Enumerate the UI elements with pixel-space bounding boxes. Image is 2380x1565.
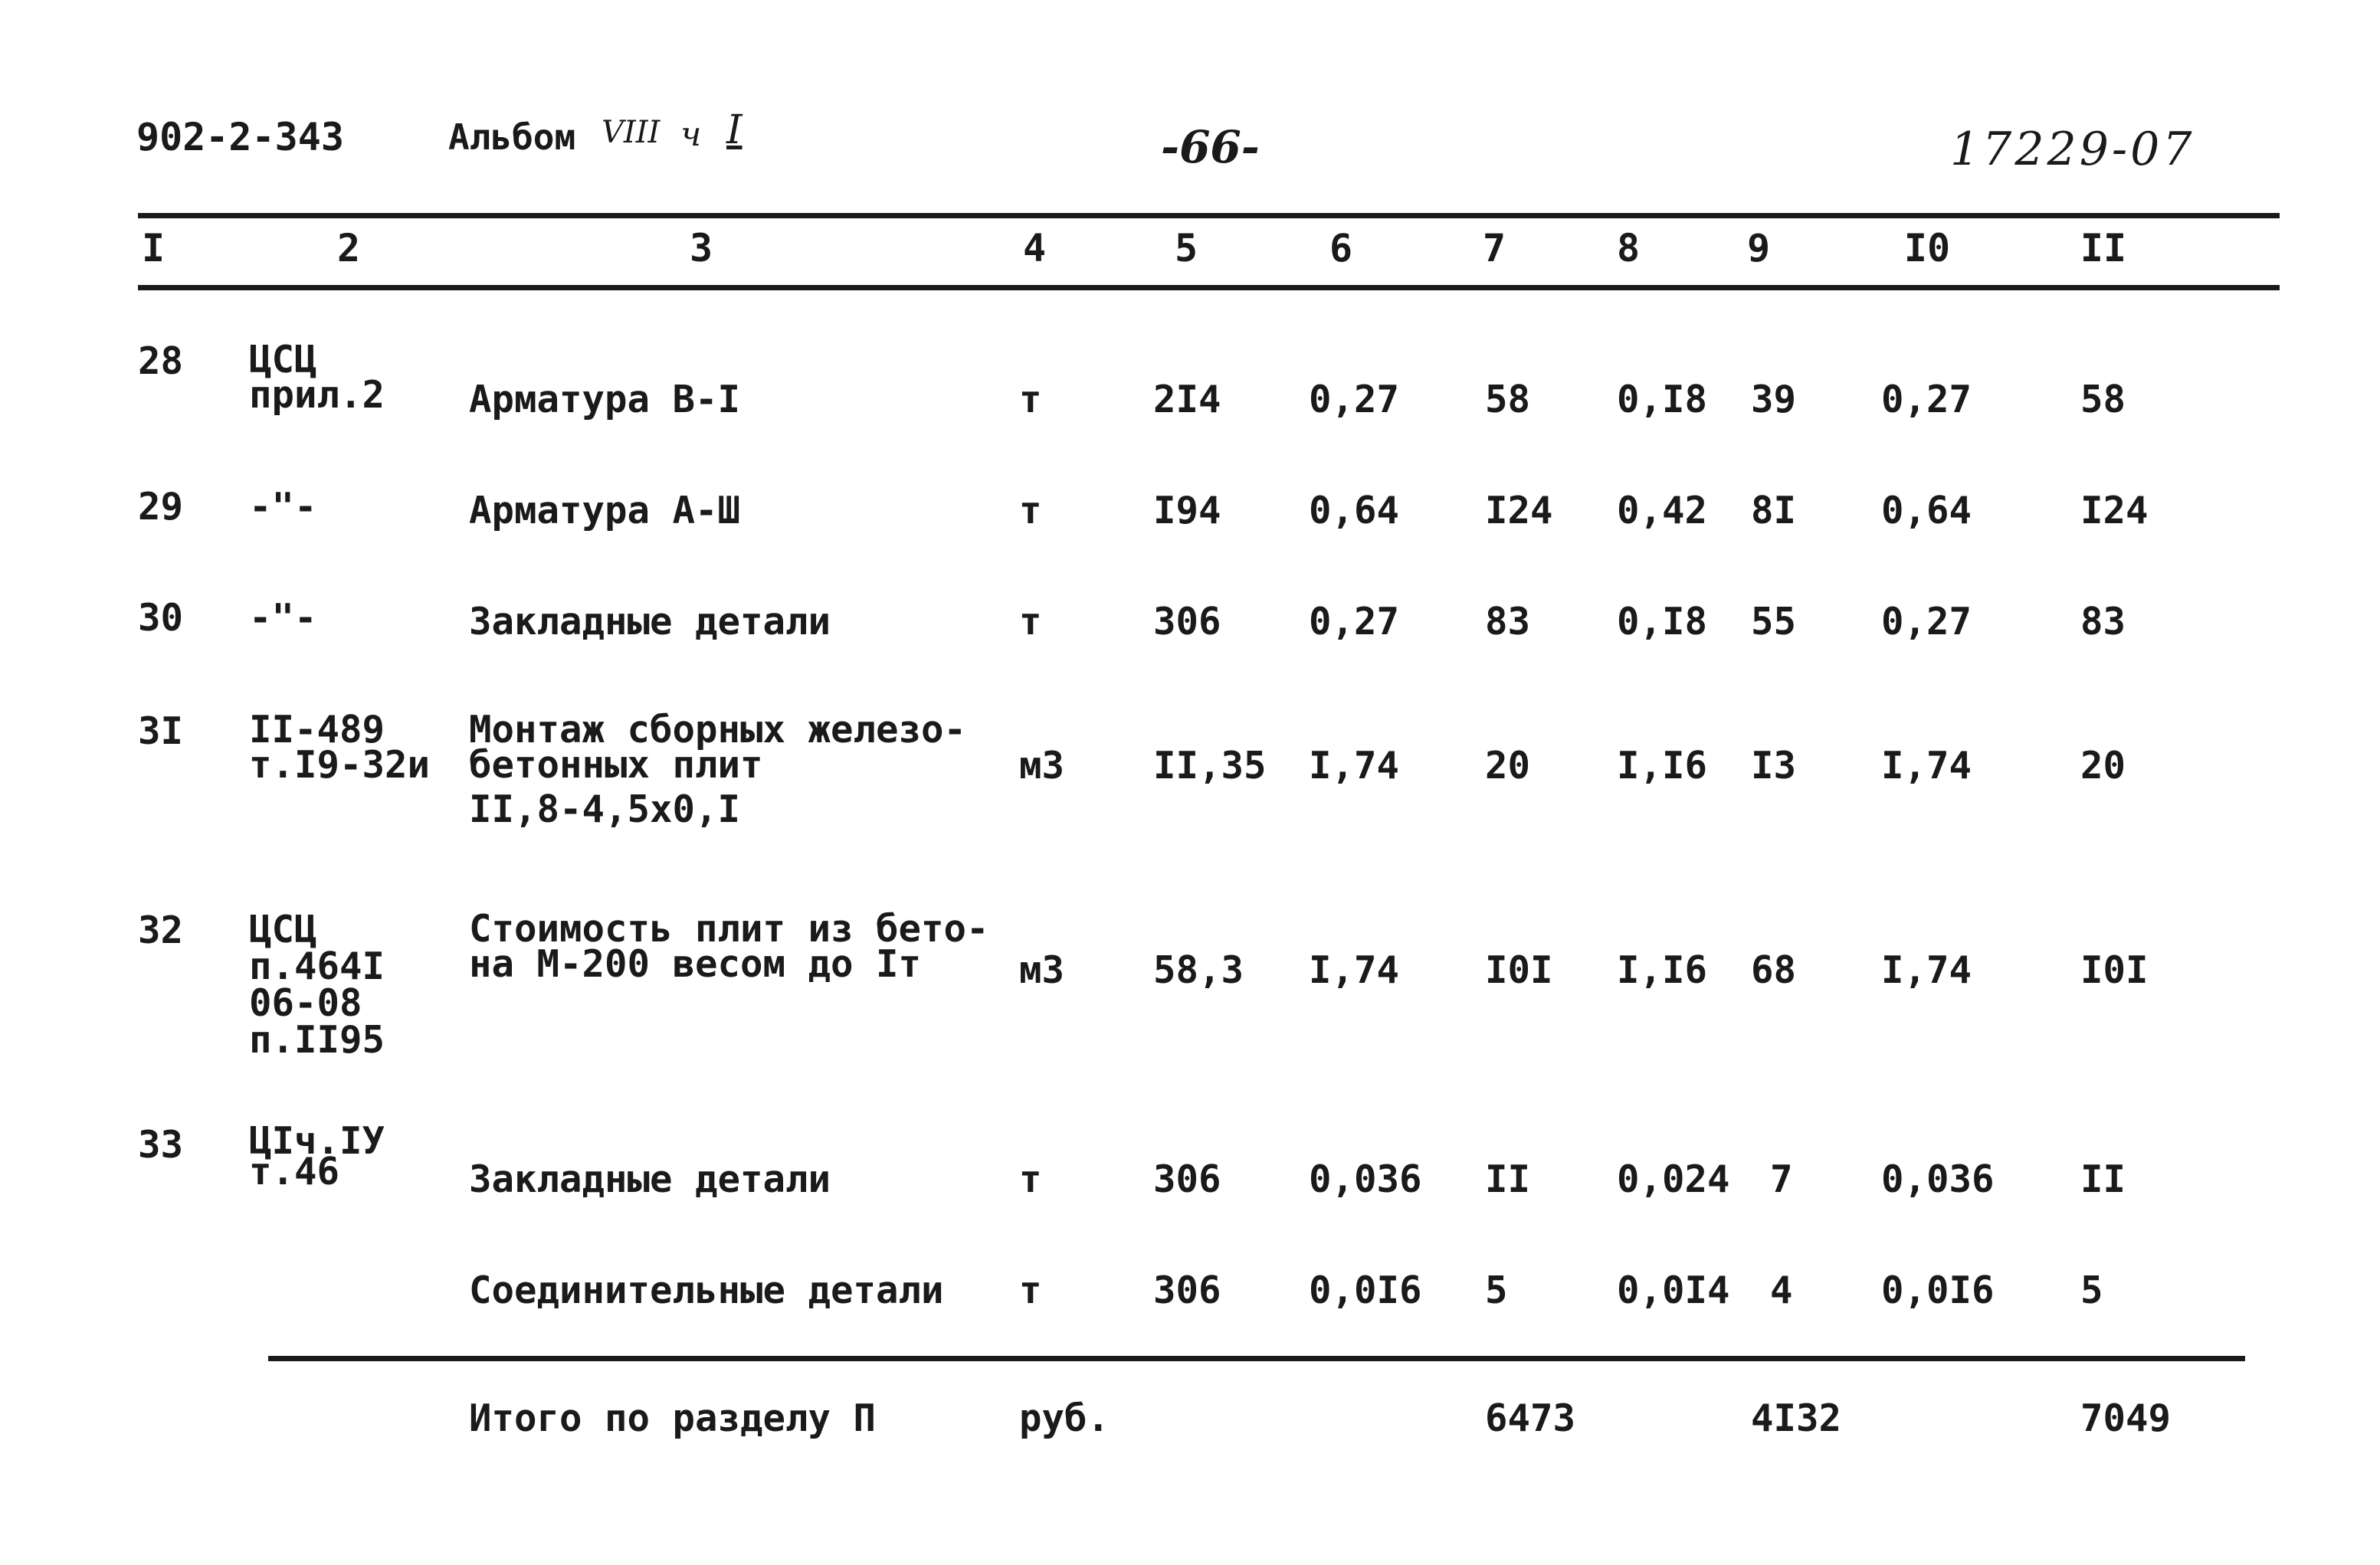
row-name — [469, 907, 989, 986]
total-label: Итого по разделу П — [469, 1396, 877, 1440]
source-line: ЦIч.IУ — [249, 1119, 385, 1163]
row-cost-b: I3 — [1751, 744, 1797, 787]
album-label: Альбом — [448, 116, 576, 158]
name-line: Стоимость плит из бето- — [469, 907, 989, 951]
row-cost-a: I0I — [1485, 948, 1553, 992]
total-rule — [268, 1356, 2245, 1361]
project-code: 902-2-343 — [136, 115, 344, 159]
column-number: 3 — [689, 226, 713, 270]
row-name — [469, 708, 967, 831]
row-cost-c: 5 — [2080, 1269, 2103, 1312]
column-number: 8 — [1616, 226, 1641, 270]
row-qty-c: I,74 — [1881, 744, 1972, 787]
row-number: 28 — [138, 339, 184, 383]
row-qty-b: 0,0I4 — [1617, 1269, 1730, 1312]
row-source — [249, 1119, 385, 1193]
name-line: бетонных плит — [469, 743, 763, 787]
part-label: ч — [680, 115, 702, 154]
row-cost-a: 58 — [1485, 378, 1531, 421]
album-volume: VIII — [602, 115, 661, 150]
row-price: II,35 — [1153, 744, 1267, 787]
row-cost-a: 83 — [1485, 600, 1531, 643]
row-qty-a: I,74 — [1309, 948, 1400, 992]
source-line: прил.2 — [249, 373, 385, 417]
row-cost-c: I24 — [2080, 489, 2149, 532]
column-number: I0 — [1903, 226, 1951, 270]
source-line: т.46 — [249, 1150, 340, 1193]
column-number: 6 — [1329, 226, 1353, 270]
row-unit: т — [1019, 1269, 1042, 1312]
row-qty-c: 0,64 — [1881, 489, 1972, 532]
row-source — [249, 908, 385, 1062]
document-number: 17229-07 — [1950, 123, 2195, 176]
row-qty-a: I,74 — [1309, 744, 1400, 787]
row-source: -"- — [249, 596, 317, 640]
row-qty-c: 0,27 — [1881, 600, 1972, 643]
row-cost-c: 83 — [2080, 600, 2126, 643]
source-line: ЦСЦ — [249, 338, 317, 381]
source-line: т.I9-32и — [249, 743, 431, 787]
column-number: 9 — [1746, 226, 1771, 270]
row-number: 33 — [138, 1123, 184, 1167]
row-cost-b: 68 — [1751, 948, 1797, 992]
row-qty-a: 0,27 — [1309, 378, 1400, 421]
row-qty-c: 0,0I6 — [1881, 1269, 1995, 1312]
top-rule — [138, 213, 2280, 218]
column-number: 5 — [1174, 226, 1198, 270]
row-cost-b: 8I — [1751, 489, 1797, 532]
row-qty-c: 0,036 — [1881, 1157, 1995, 1201]
row-qty-b: I,I6 — [1617, 948, 1708, 992]
row-name: Закладные детали — [469, 1157, 831, 1201]
row-qty-b: 0,I8 — [1617, 600, 1708, 643]
row-cost-c: II — [2080, 1157, 2126, 1201]
row-unit: т — [1019, 378, 1042, 421]
total-cost-c: 7049 — [2080, 1396, 2172, 1440]
source-line: ЦСЦ — [249, 908, 317, 951]
row-name: Закладные детали — [469, 600, 831, 643]
row-cost-a: 5 — [1485, 1269, 1508, 1312]
row-number: 29 — [138, 485, 184, 529]
row-cost-b: 7 — [1770, 1157, 1793, 1201]
row-cost-c: 20 — [2080, 744, 2126, 787]
row-qty-a: 0,036 — [1309, 1157, 1422, 1201]
row-cost-a: 20 — [1485, 744, 1531, 787]
row-cost-b: 4 — [1770, 1269, 1793, 1312]
source-line: п.II95 — [249, 1018, 385, 1062]
row-qty-a: 0,64 — [1309, 489, 1400, 532]
column-number: 7 — [1482, 226, 1506, 270]
row-price: 58,3 — [1153, 948, 1244, 992]
row-qty-a: 0,27 — [1309, 600, 1400, 643]
column-number: 4 — [1022, 226, 1047, 270]
column-number: II — [2080, 226, 2127, 270]
total-unit: руб. — [1019, 1396, 1110, 1440]
row-name: Арматура А-Ш — [469, 489, 741, 532]
row-unit: т — [1019, 1157, 1042, 1201]
row-qty-a: 0,0I6 — [1309, 1269, 1422, 1312]
row-unit: т — [1019, 489, 1042, 532]
source-line: п.464I — [249, 945, 385, 988]
row-cost-a: I24 — [1485, 489, 1553, 532]
row-qty-c: 0,27 — [1881, 378, 1972, 421]
row-qty-b: I,I6 — [1617, 744, 1708, 787]
row-unit: т — [1019, 600, 1042, 643]
row-source: -"- — [249, 485, 317, 529]
row-price: 306 — [1153, 1269, 1221, 1312]
row-qty-b: 0,I8 — [1617, 378, 1708, 421]
name-line: II,8-4,5х0,I — [469, 787, 741, 831]
row-unit: м3 — [1019, 948, 1065, 992]
total-cost-b: 4I32 — [1751, 1396, 1842, 1440]
row-cost-b: 55 — [1751, 600, 1797, 643]
row-cost-a: II — [1485, 1157, 1531, 1201]
row-unit: м3 — [1019, 744, 1065, 787]
row-price: 306 — [1153, 1157, 1221, 1201]
column-number: 2 — [336, 226, 361, 270]
row-number: 32 — [138, 909, 184, 952]
row-price: I94 — [1153, 489, 1221, 532]
row-cost-b: 39 — [1751, 378, 1797, 421]
source-line: II-489 — [249, 708, 385, 751]
row-name: Соединительные детали — [469, 1269, 944, 1312]
part-number: I — [726, 107, 743, 153]
row-cost-c: 58 — [2080, 378, 2126, 421]
source-line: 06-08 — [249, 981, 362, 1025]
row-number: 3I — [138, 709, 184, 753]
row-qty-c: I,74 — [1881, 948, 1972, 992]
column-number: I — [141, 226, 166, 270]
row-qty-b: 0,024 — [1617, 1157, 1730, 1201]
row-price: 2I4 — [1153, 378, 1221, 421]
page-number: -66- — [1161, 121, 1260, 173]
row-qty-b: 0,42 — [1617, 489, 1708, 532]
header-bottom-rule — [138, 285, 2280, 290]
row-source — [249, 338, 385, 417]
row-cost-c: I0I — [2080, 948, 2149, 992]
total-cost-a: 6473 — [1485, 1396, 1576, 1440]
row-name: Арматура В-I — [469, 378, 741, 421]
name-line: на М-200 весом до Iт — [469, 942, 922, 986]
row-source — [249, 708, 431, 787]
name-line: Монтаж сборных железо- — [469, 708, 967, 751]
row-price: 306 — [1153, 600, 1221, 643]
row-number: 30 — [138, 596, 184, 640]
